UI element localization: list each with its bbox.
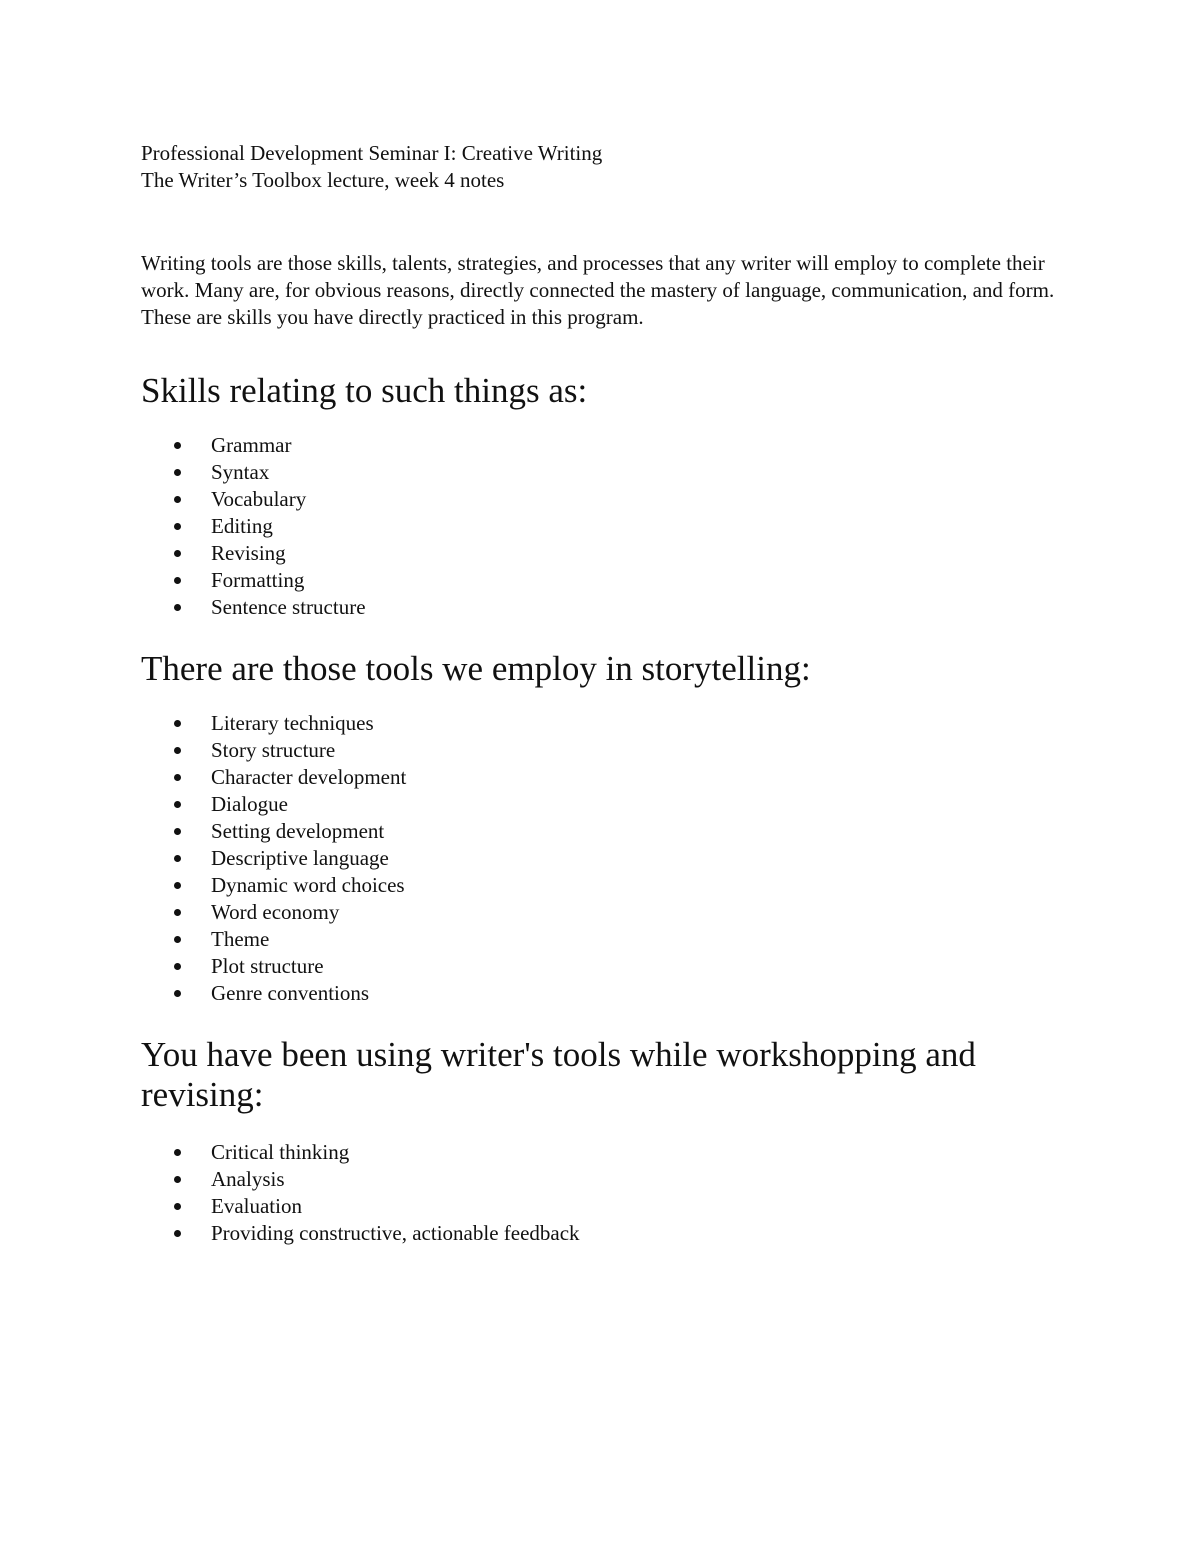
list-item [141,845,1071,872]
lecture-title: The Writer’s Toolbox lecture, week 4 notes [141,168,505,192]
workshopping-heading: You have been using writer's tools while workshopping and revising: [141,1035,976,1114]
bullet-icon [174,909,181,916]
list-item [141,953,1071,980]
list-item-label: Grammar [211,433,292,457]
list-item [141,899,1071,926]
list-item [141,513,1071,540]
bullet-icon [174,550,181,557]
list-item [141,980,1071,1007]
list-item-label: Dialogue [211,792,288,816]
list-item [141,567,1071,594]
course-title: Professional Development Seminar I: Creative Writing [141,141,603,165]
list-item-label: Editing [211,514,273,538]
bullet-icon [174,801,181,808]
bullet-icon [174,855,181,862]
list-item-label: Formatting [211,568,305,592]
bullet-icon [174,442,181,449]
list-item [141,737,1071,764]
list-item-label: Revising [211,541,286,565]
list-item-label: Dynamic word choices [211,873,405,897]
workshopping-list [141,1139,1071,1247]
bullet-icon [174,1149,181,1156]
bullet-icon [174,747,181,754]
bullet-icon [174,604,181,611]
list-item [141,1193,1071,1220]
list-item-label: Setting development [211,819,385,843]
bullet-icon [174,523,181,530]
bullet-icon [174,720,181,727]
bullet-icon [174,469,181,476]
list-item [141,791,1071,818]
bullet-icon [174,963,181,970]
list-item-label: Theme [211,927,270,951]
bullet-icon [174,1176,181,1183]
list-item [141,872,1071,899]
list-item [141,432,1071,459]
bullet-icon [174,774,181,781]
bullet-icon [174,496,181,503]
list-item-label: Providing constructive, actionable feedback [211,1221,580,1245]
list-item [141,540,1071,567]
list-item-label: Sentence structure [211,595,366,619]
bullet-icon [174,577,181,584]
list-item [141,1139,1071,1166]
list-item-label: Vocabulary [211,487,307,511]
list-item-label: Plot structure [211,954,324,978]
list-item-label: Literary techniques [211,711,374,735]
list-item-label: Evaluation [211,1194,302,1218]
list-item-label: Analysis [211,1167,285,1191]
list-item [141,818,1071,845]
list-item [141,486,1071,513]
list-item-label: Character development [211,765,407,789]
storytelling-heading: There are those tools we employ in storytelling: [141,649,811,688]
list-item [141,926,1071,953]
bullet-icon [174,882,181,889]
list-item-label: Critical thinking [211,1140,350,1164]
skills-list [141,432,1071,621]
list-item-label: Story structure [211,738,336,762]
list-item-label: Genre conventions [211,981,370,1005]
bullet-icon [174,936,181,943]
bullet-icon [174,1230,181,1237]
document-content [141,140,1071,1247]
bullet-icon [174,828,181,835]
bullet-icon [174,990,181,997]
storytelling-list [141,710,1071,1007]
list-item [141,594,1071,621]
skills-heading: Skills relating to such things as: [141,371,588,410]
list-item-label: Descriptive language [211,846,389,870]
list-item [141,710,1071,737]
list-item-label: Syntax [211,460,270,484]
list-item [141,459,1071,486]
list-item [141,764,1071,791]
list-item-label: Word economy [211,900,340,924]
list-item [141,1166,1071,1193]
list-item [141,1220,1071,1247]
bullet-icon [174,1203,181,1210]
intro-paragraph: Writing tools are those skills, talents, strategies, and processes that any writer will employ to complete their work. Many are, for obvious reasons, directly connected the mastery of language, communication, and form. These are skills you have directly practiced in this program. [141,251,1055,329]
